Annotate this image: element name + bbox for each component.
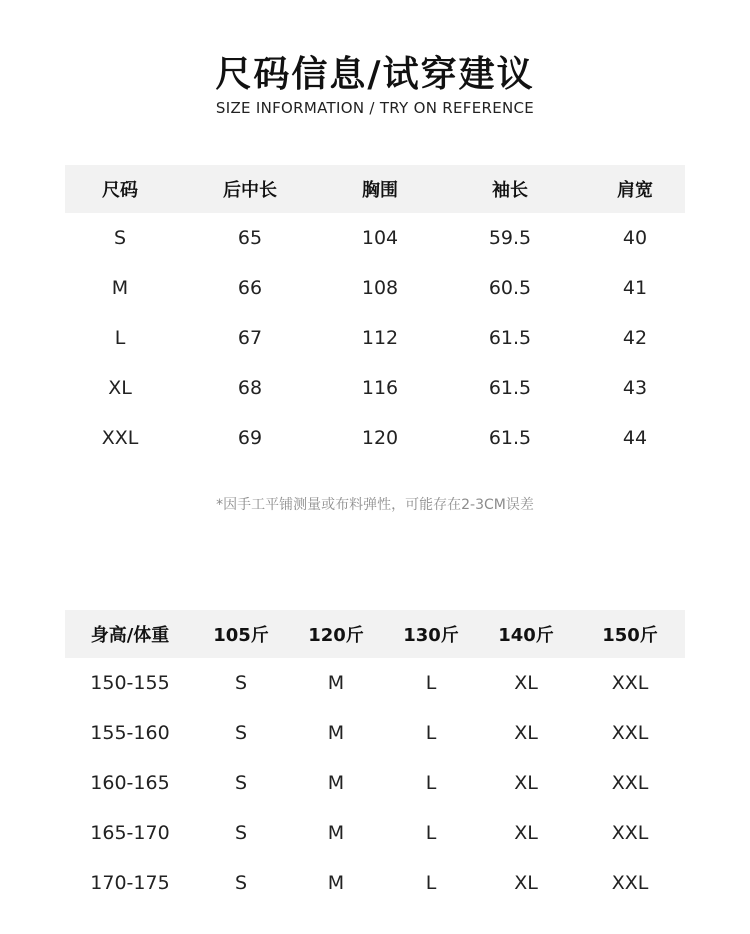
table-cell: L (425, 722, 437, 744)
fit-table-header-weight: 105斤 (195, 610, 287, 658)
table-cell: L (114, 327, 126, 349)
table-cell: XL (514, 872, 538, 894)
fit-table-header-weight: 140斤 (477, 610, 575, 658)
table-cell: XL (514, 722, 538, 744)
table-cell: S (234, 772, 248, 794)
table-cell: 60.5 (488, 277, 532, 299)
size-table-header-sleeve: 袖长 (435, 165, 585, 213)
table-cell: 59.5 (488, 227, 532, 249)
table-row (65, 658, 685, 708)
table-cell: 44 (622, 427, 648, 449)
table-row (65, 758, 685, 808)
table-cell: 61.5 (488, 377, 532, 399)
table-cell: 61.5 (488, 427, 532, 449)
table-cell: 120 (361, 427, 399, 449)
table-cell: 155-160 (90, 722, 170, 744)
table-cell: S (234, 722, 248, 744)
page-subtitle: SIZE INFORMATION / TRY ON REFERENCE (215, 99, 535, 117)
table-cell: XXL (611, 722, 649, 744)
table-cell: L (425, 772, 437, 794)
table-cell: XXL (611, 772, 649, 794)
table-row (65, 708, 685, 758)
size-table-header-back-length: 后中长 (175, 165, 325, 213)
page-title: 尺码信息/试穿建议 (215, 54, 535, 95)
table-row (65, 858, 685, 908)
table-cell: S (234, 672, 248, 694)
table-cell: 40 (622, 227, 648, 249)
size-table-header-shoulder: 肩宽 (585, 165, 685, 213)
table-cell: L (425, 872, 437, 894)
table-cell: M (327, 822, 345, 844)
table-cell: 41 (622, 277, 648, 299)
table-cell: M (111, 277, 129, 299)
table-row (65, 808, 685, 858)
table-row (65, 413, 685, 463)
table-cell: 112 (361, 327, 399, 349)
fit-table-header-weight: 130斤 (385, 610, 477, 658)
table-cell: 43 (622, 377, 648, 399)
table-row (65, 213, 685, 263)
fit-table-header-row (65, 610, 685, 658)
table-cell: L (425, 672, 437, 694)
table-cell: 116 (361, 377, 399, 399)
table-cell: 108 (361, 277, 399, 299)
table-cell: 150-155 (90, 672, 170, 694)
table-cell: S (234, 822, 248, 844)
size-table-header-size: 尺码 (65, 165, 175, 213)
size-table (65, 165, 685, 463)
table-cell: 160-165 (90, 772, 170, 794)
table-cell: 104 (361, 227, 399, 249)
table-cell: XL (514, 822, 538, 844)
table-cell: XXL (611, 672, 649, 694)
table-cell: 69 (237, 427, 263, 449)
table-cell: 66 (237, 277, 263, 299)
table-cell: 61.5 (488, 327, 532, 349)
table-cell: XXL (611, 822, 649, 844)
table-cell: S (234, 872, 248, 894)
table-cell: 42 (622, 327, 648, 349)
table-cell: M (327, 872, 345, 894)
fit-table-header-weight: 150斤 (575, 610, 685, 658)
table-cell: 68 (237, 377, 263, 399)
table-cell: L (425, 822, 437, 844)
table-row (65, 313, 685, 363)
table-cell: M (327, 722, 345, 744)
fit-table-header-weight: 120斤 (287, 610, 385, 658)
table-cell: XL (514, 672, 538, 694)
table-row (65, 363, 685, 413)
table-cell: 65 (237, 227, 263, 249)
table-cell: M (327, 672, 345, 694)
table-cell: XL (514, 772, 538, 794)
table-cell: M (327, 772, 345, 794)
measurement-note: *因手工平铺测量或布料弹性，可能存在2-3CM误差 (216, 497, 534, 513)
table-cell: 165-170 (90, 822, 170, 844)
table-cell: XXL (101, 427, 139, 449)
table-row (65, 263, 685, 313)
size-table-header-chest: 胸围 (325, 165, 435, 213)
table-cell: S (113, 227, 127, 249)
size-table-header-row (65, 165, 685, 213)
table-cell: 170-175 (90, 872, 170, 894)
table-cell: 67 (237, 327, 263, 349)
fit-table-header-height-weight: 身高/体重 (65, 610, 195, 658)
fit-table (65, 610, 685, 908)
table-cell: XL (108, 377, 132, 399)
table-cell: XXL (611, 872, 649, 894)
